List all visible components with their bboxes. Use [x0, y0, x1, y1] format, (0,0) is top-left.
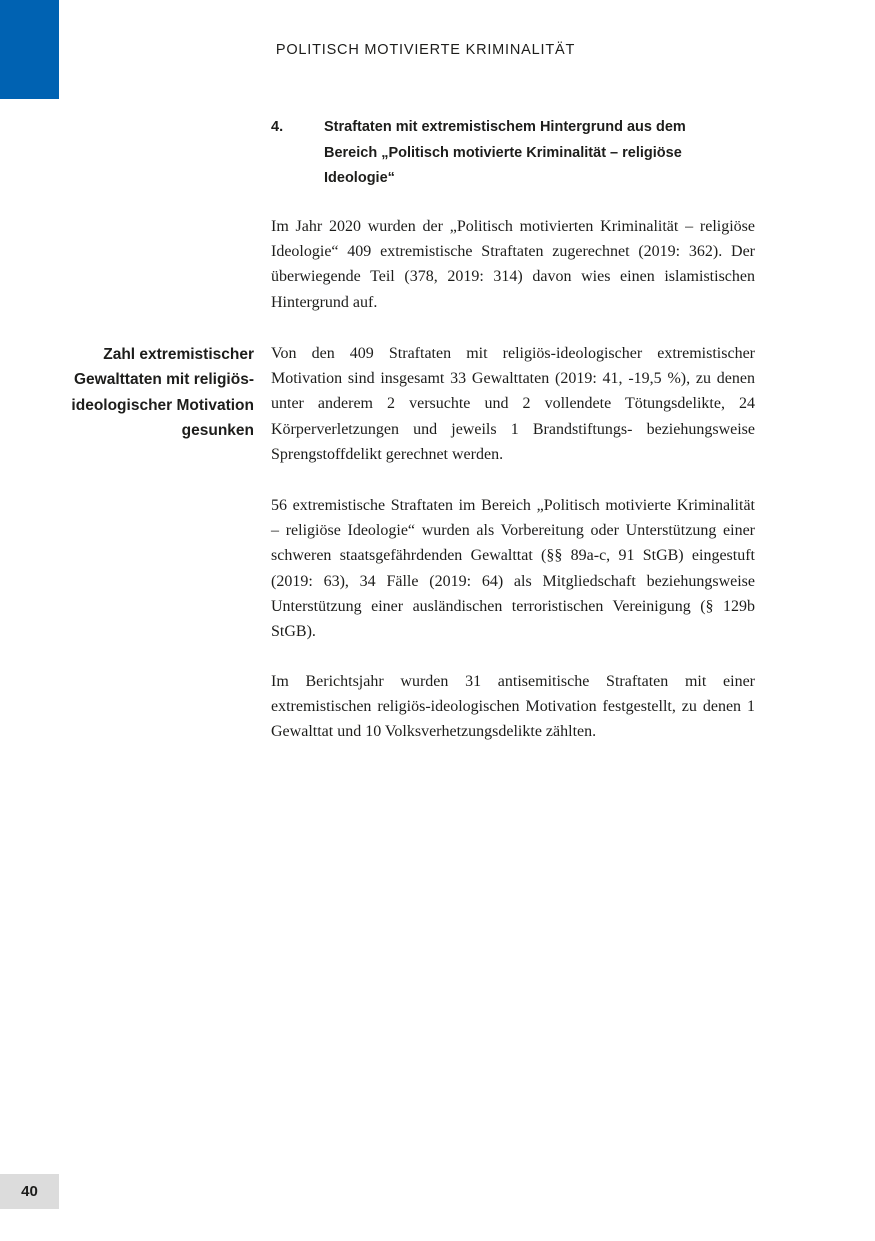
- paragraph-2: Von den 409 Straftaten mit religiös-ideologischer extremistischer Motivation sind insgesamt 33 Gewalttaten (2019: 41, -19,5 %), zu denen unter anderem 2 versuchte und 2 vollendete Tötungsdelikte, 24 Körperverletzungen und jeweils 1 Brandstiftungs- beziehungsweise Sprengstoffdelikt gerechnet werden.: [271, 345, 755, 463]
- margin-note: Zahl extremistischer Gewalttaten mit religiös-ideologischer Motivation gesunken: [71, 346, 254, 439]
- paragraph-3: 56 extremistische Straftaten im Bereich „Politisch motivierte Kriminalität – religiöse Ideologie“ wurden als Vorbereitung oder Unterstützung einer schweren staatsgefährdenden Gewalttat (§§ 89a-c, 91 StGB) eingestuft (2019: 63), 34 Fälle (2019: 64) als Mitgliedschaft beziehungsweise Unterstützung einer ausländischen terroristischen Vereinigung (§ 129b StGB).: [271, 497, 755, 641]
- section-title: Straftaten mit extremistischem Hintergrund aus dem Bereich „Politisch motivierte Kriminalität – religiöse Ideologie“: [324, 119, 686, 186]
- running-header: [0, 42, 875, 58]
- paragraph-4: Im Berichtsjahr wurden 31 antisemitische Straftaten mit einer extremistischen religiös-ideologischen Motivation festgestellt, zu denen 1 Gewalttat und 10 Volksverhetzungsdelikte zählten.: [271, 673, 755, 741]
- page-number: 40: [0, 1174, 59, 1209]
- running-header-title: POLITISCH MOTIVIERTE KRIMINALITÄT: [275, 42, 576, 58]
- section-heading: [271, 115, 755, 192]
- paragraph-1: Im Jahr 2020 wurden der „Politisch motivierten Kriminalität – religiöse Ideologie“ 409 extremistische Straftaten zugerechnet (2019: 362). Der überwiegende Teil (378, 2019: 314) davon wies einen islamistischen Hintergrund auf.: [271, 218, 755, 311]
- section-number: 4.: [271, 119, 284, 135]
